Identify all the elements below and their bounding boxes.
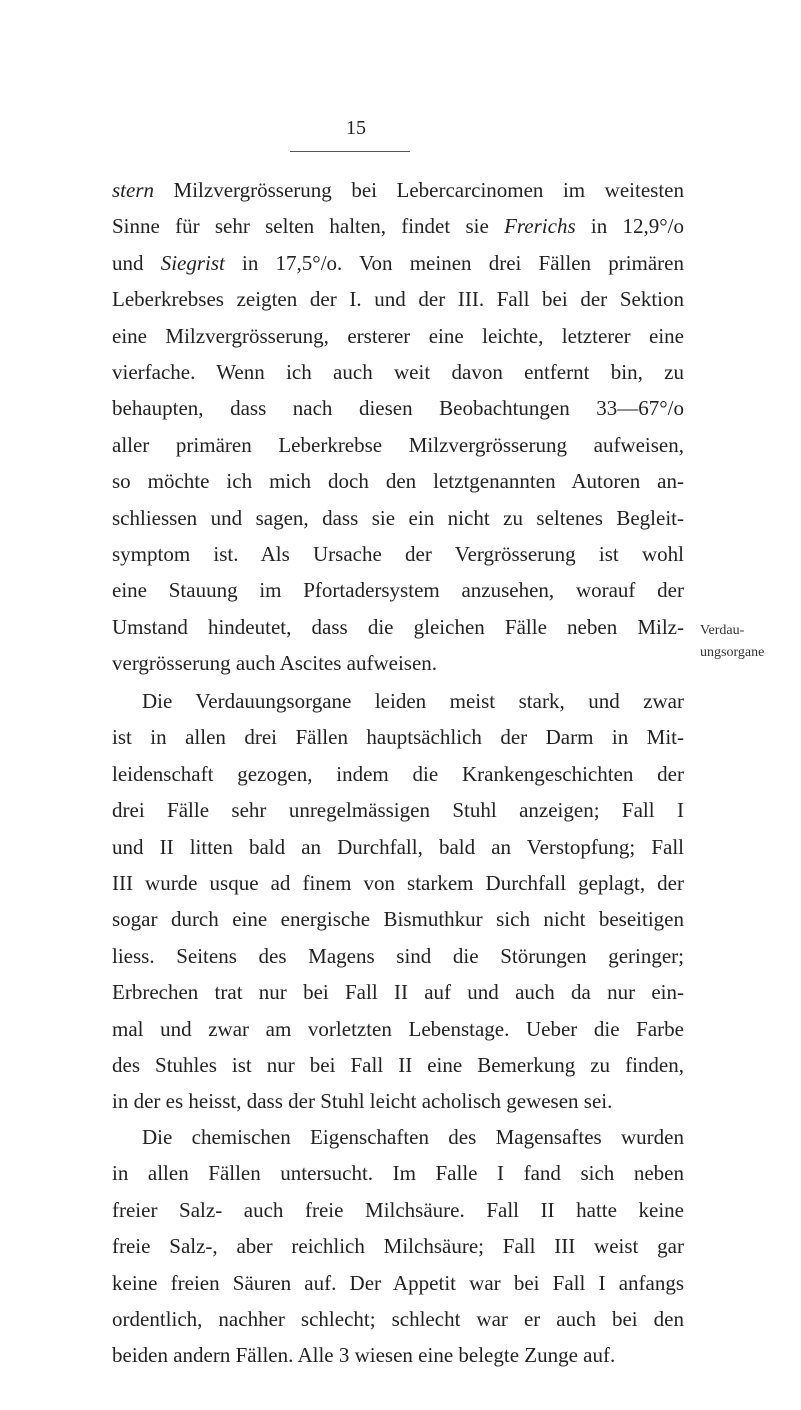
text-segment: in allen Fällen untersucht. Im Falle I fand sich neben xyxy=(112,1161,684,1186)
text-segment: mal und zwar am vorletzten Lebenstage. Ueber die Farbe xyxy=(112,1016,684,1041)
text-segment: vierfache. Wenn ich auch weit davon entfernt bin, zu xyxy=(112,359,684,384)
text-segment: symptom ist. Als Ursache der Vergrösserung ist wohl xyxy=(112,541,684,566)
text-segment: Die Verdauungsorgane leiden meist stark, und zwar xyxy=(142,689,684,713)
text-segment: Milzvergrösserung bei Lebercarcinomen im weitesten xyxy=(154,178,684,202)
text-line xyxy=(112,683,684,719)
text-segment: schliessen und sagen, dass sie ein nicht zu seltenes Begleit- xyxy=(112,505,684,530)
text-line xyxy=(112,1337,684,1373)
text-segment: Leberkrebses zeigten der I. und der III. Fall bei der Sektion xyxy=(112,287,684,312)
text-segment: eine Milzvergrösserung, ersterer eine leichte, letzterer eine xyxy=(112,323,684,348)
text-line xyxy=(112,1047,684,1083)
text-line xyxy=(112,463,684,499)
text-segment: keine freien Säuren auf. Der Appetit war bei Fall I anfangs xyxy=(112,1270,684,1295)
text-segment: vergrösserung auch Ascites aufweisen. xyxy=(112,651,438,676)
text-line xyxy=(112,1083,684,1119)
text-segment: Sinne für sehr selten halten, findet sie xyxy=(112,214,505,239)
text-segment: so möchte ich mich doch den letztgenannten Autoren an- xyxy=(112,469,684,494)
text-segment: ordentlich, nachher schlecht; schlecht war er auch bei den xyxy=(112,1306,684,1331)
text-line xyxy=(112,974,684,1010)
text-line xyxy=(112,645,684,681)
text-line xyxy=(112,318,684,354)
text-segment: in der es heisst, dass der Stuhl leicht acholisch gewesen sei. xyxy=(112,1089,613,1114)
text-line xyxy=(112,245,684,281)
italic-name: stern xyxy=(112,178,154,202)
text-segment: leidenschaft gezogen, indem die Krankengeschichten der xyxy=(112,761,684,786)
margin-note-line: Verdau- xyxy=(700,623,745,638)
text-line xyxy=(112,1119,684,1155)
text-line xyxy=(112,1192,684,1228)
text-line xyxy=(112,901,684,937)
text-segment: ist in allen drei Fällen hauptsächlich der Darm in Mit- xyxy=(112,725,684,750)
text-segment: beiden andern Fällen. Alle 3 wiesen eine belegte Zunge auf. xyxy=(112,1343,616,1368)
text-line xyxy=(112,172,684,208)
text-line xyxy=(112,208,684,244)
text-line xyxy=(112,536,684,572)
text-line xyxy=(112,792,684,828)
text-segment: eine Stauung im Pfortadersystem anzusehen, worauf der xyxy=(112,578,684,603)
text-line xyxy=(112,1228,684,1264)
text-segment: aller primären Leberkrebse Milzvergrösserung aufweisen, xyxy=(112,432,684,457)
text-segment: und II litten bald an Durchfall, bald an Verstopfung; Fall xyxy=(112,834,684,859)
italic-name: Siegrist xyxy=(160,250,225,275)
text-line xyxy=(112,1011,684,1047)
paragraph-digestive-organs xyxy=(112,683,684,1120)
text-segment: in 17,5°/o. Von meinen drei Fällen primären xyxy=(224,250,684,275)
text-segment: Umstand hindeutet, dass die gleichen Fälle neben Milz- xyxy=(112,614,684,639)
text-line xyxy=(112,427,684,463)
text-line xyxy=(112,756,684,792)
text-segment: freier Salz- auch freie Milchsäure. Fall II hatte keine xyxy=(112,1197,684,1222)
text-line xyxy=(112,390,684,426)
italic-name: Frerichs xyxy=(504,214,576,239)
text-segment: freie Salz-, aber reichlich Milchsäure; Fall III weist gar xyxy=(112,1234,684,1259)
text-line xyxy=(112,719,684,755)
margin-note xyxy=(700,620,800,664)
text-line xyxy=(112,1265,684,1301)
page-number: 15 xyxy=(346,117,366,139)
text-line xyxy=(112,1155,684,1191)
text-line xyxy=(112,572,684,608)
text-line xyxy=(112,938,684,974)
paragraph-gastric-juice xyxy=(112,1119,684,1374)
header-rule xyxy=(290,151,410,152)
text-segment: und xyxy=(112,250,161,275)
text-line xyxy=(112,354,684,390)
text-segment: sogar durch eine energische Bismuthkur sich nicht beseitigen xyxy=(112,907,684,932)
text-line xyxy=(112,609,684,645)
text-segment: Die chemischen Eigenschaften des Magensaftes wurden xyxy=(142,1125,684,1149)
text-line xyxy=(112,865,684,901)
text-segment: drei Fälle sehr unregelmässigen Stuhl anzeigen; Fall I xyxy=(112,798,684,823)
text-segment: liess. Seitens des Magens sind die Störungen geringer; xyxy=(112,943,684,968)
text-segment: behaupten, dass nach diesen Beobachtungen 33—67°/o xyxy=(112,396,684,421)
text-segment: in 12,9°/o xyxy=(575,214,684,239)
text-segment: des Stuhles ist nur bei Fall II eine Bemerkung zu finden, xyxy=(112,1052,684,1077)
margin-note-line: ungsorgane xyxy=(700,645,765,660)
text-line xyxy=(112,829,684,865)
text-segment: III wurde usque ad finem von starkem Durchfall geplagt, der xyxy=(112,870,684,895)
text-line xyxy=(112,281,684,317)
text-line xyxy=(112,500,684,536)
text-line xyxy=(112,1301,684,1337)
paragraph-spleen xyxy=(112,172,684,681)
text-segment: Erbrechen trat nur bei Fall II auf und auch da nur ein- xyxy=(112,980,684,1005)
